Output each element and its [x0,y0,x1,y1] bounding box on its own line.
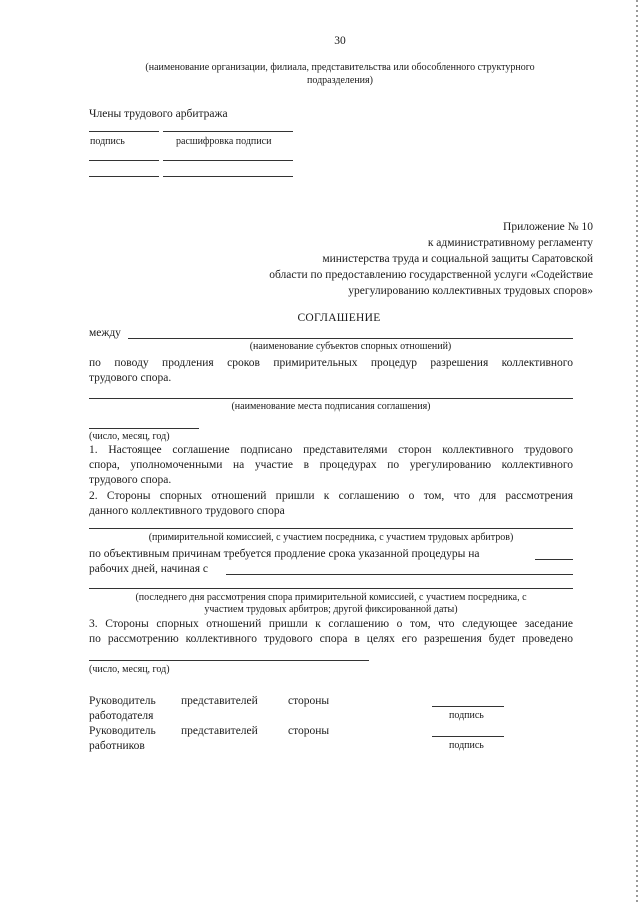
subject-line1: по поводу продления сроков примирительных процедур разрешения коллективного [89,357,573,369]
appendix-line3: министерства труда и социальной защиты Саратовской [322,253,593,265]
meeting-date-line [89,660,369,661]
employer-sign-line [432,706,504,707]
start-date-line [226,574,573,575]
procedure-caption: (примирительной комиссией, с участием посредника, с участием трудовых арбитров) [148,532,514,543]
subjects-caption: (наименование субъектов спорных отношений) [249,341,452,352]
employer-sign-caption: подпись [449,710,484,721]
days-count-line [535,559,573,560]
employee-rep-line2: работников [89,740,145,752]
extension-line2: рабочих дней, начиная с [89,563,208,575]
org-caption-line2: подразделения) [307,75,373,86]
appendix-line5: урегулированию коллективных трудовых споров» [348,285,593,297]
signature-decode-line [163,160,293,161]
last-day-caption-line1: (последнего дня рассмотрения спора примирительной комиссией, с участием посредника, с [135,592,527,603]
scan-edge [636,0,638,905]
subject-line2: трудового спора. [89,372,172,384]
signature-line [89,131,159,132]
place-caption: (наименование места подписания соглашения) [231,401,431,412]
place-line [89,398,573,399]
signature-decode-line [163,131,293,132]
appendix-line2: к административному регламенту [427,237,593,249]
last-day-caption-line2: участием трудовых арбитров; другой фиксированной даты) [204,604,458,615]
employer-rep-word1: Руководитель [89,695,156,707]
employee-rep-word1: Руководитель [89,725,156,737]
org-caption-line1: (наименование организации, филиала, представительства или обособленного структурного [145,62,535,73]
item1-line1: 1. Настоящее соглашение подписано представителями сторон коллективного трудового [89,444,573,456]
item2-line1: 2. Стороны спорных отношений пришли к соглашению о том, что для рассмотрения [89,490,573,502]
item1-line2: спора, уполномоченными на участие в процедурах по урегулированию коллективного [89,459,573,471]
employer-rep-line2: работодателя [89,710,154,722]
employer-rep-word2: представителей [181,695,258,707]
appendix-line4: области по предоставлению государственной услуги «Содействие [269,269,593,281]
employer-rep-word3: стороны [288,695,330,707]
signature-line [89,176,159,177]
appendix-line1: Приложение № 10 [503,221,593,233]
last-day-line [89,588,573,589]
item2-line2: данного коллективного трудового спора [89,505,285,517]
procedure-line [89,528,573,529]
item1-line3: трудового спора. [89,474,172,486]
arbitrators-heading: Члены трудового арбитража [89,108,228,120]
date-line [89,428,199,429]
employee-rep-word3: стороны [288,725,330,737]
date-caption: (число, месяц, год) [89,431,170,442]
date-caption-2: (число, месяц, год) [89,664,170,675]
employee-rep-word2: представителей [181,725,258,737]
signature-decode-label: расшифровка подписи [176,136,272,147]
document-title: СОГЛАШЕНИЕ [297,312,381,324]
between-label: между [89,327,121,339]
page-number: 30 [334,35,346,47]
signature-label: подпись [90,136,125,147]
subjects-line [128,338,573,339]
employee-sign-line [432,736,504,737]
item3-line2: по рассмотрению коллективного трудового спора в целях его разрешения будет проведено [89,633,573,645]
signature-line [89,160,159,161]
extension-line1: по объективным причинам требуется продление срока указанной процедуры на [89,548,480,560]
signature-decode-line [163,176,293,177]
item3-line1: 3. Стороны спорных отношений пришли к соглашению о том, что следующее заседание [89,618,573,630]
employee-sign-caption: подпись [449,740,484,751]
